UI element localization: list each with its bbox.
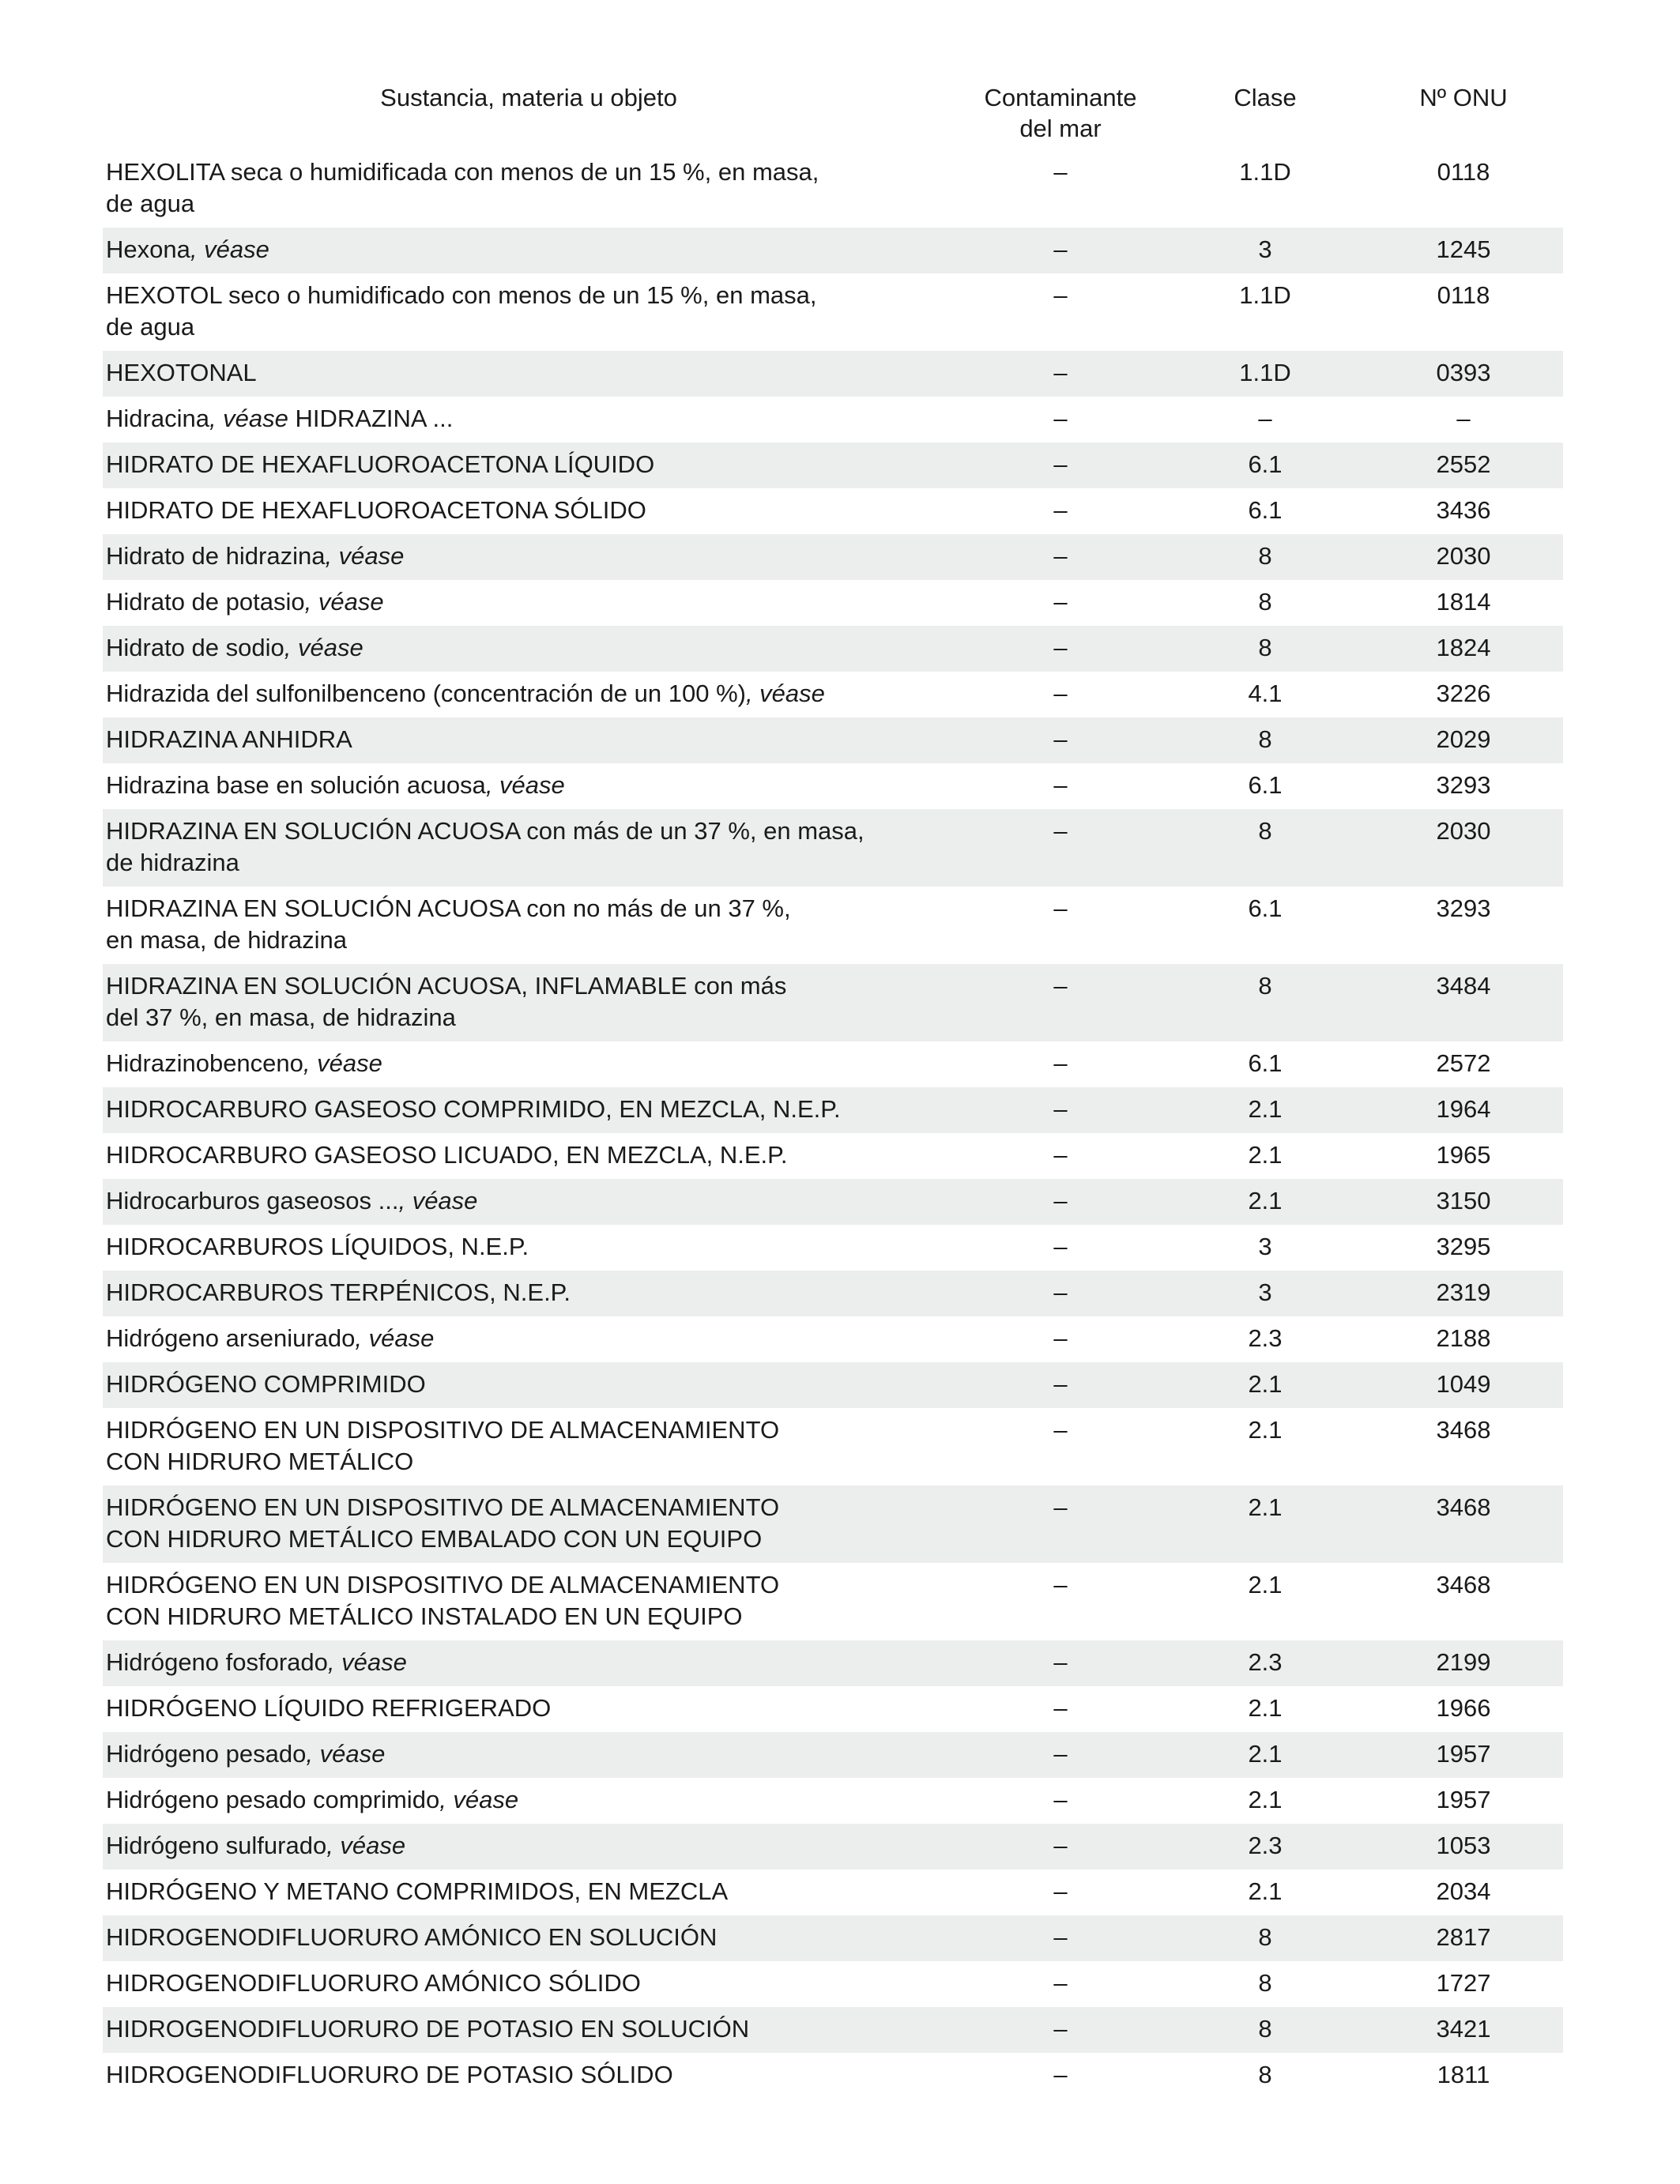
table-row bbox=[103, 397, 1563, 442]
substance-cell bbox=[103, 2007, 955, 2053]
marine-pollutant-cell: – bbox=[955, 228, 1166, 273]
substance-name: Hidracina bbox=[106, 405, 209, 432]
marine-pollutant-cell: – bbox=[1053, 1786, 1068, 1813]
substance-cell bbox=[103, 626, 955, 672]
substance-name: HEXOLITA seca o humidificada con menos de un 15 %, en masa, de agua bbox=[106, 158, 819, 217]
see-reference: , véase bbox=[325, 542, 405, 570]
class-cell: 1.1D bbox=[1239, 158, 1291, 186]
substance-cell bbox=[103, 1870, 955, 1915]
marine-pollutant-cell: – bbox=[955, 1640, 1166, 1686]
substance-name: HIDROCARBURO GASEOSO LICUADO, EN MEZCLA, N.E.P. bbox=[106, 1141, 788, 1169]
table-row bbox=[103, 1087, 1563, 1133]
un-number-cell: 0393 bbox=[1364, 351, 1563, 397]
un-number-cell: 2199 bbox=[1364, 1640, 1563, 1686]
class-cell: 8 bbox=[1166, 717, 1364, 763]
table-row bbox=[103, 150, 1563, 228]
substance-cell bbox=[103, 150, 955, 228]
substance-name: Hidrocarburos gaseosos ... bbox=[106, 1187, 399, 1214]
substance-name: Hidrógeno fosforado bbox=[106, 1648, 328, 1676]
marine-pollutant-cell: – bbox=[1053, 281, 1068, 309]
see-reference: , véase bbox=[485, 771, 565, 799]
dangerous-goods-table bbox=[103, 79, 1563, 2099]
see-reference: , véase bbox=[306, 1740, 386, 1768]
table-row bbox=[103, 1041, 1563, 1087]
table-row bbox=[103, 1961, 1563, 2007]
marine-pollutant-cell: – bbox=[1053, 496, 1068, 524]
substance-cell bbox=[103, 763, 955, 809]
class-cell: 6.1 bbox=[1248, 894, 1283, 922]
class-cell: 2.1 bbox=[1248, 1571, 1283, 1598]
marine-pollutant-cell: – bbox=[955, 534, 1166, 580]
substance-cell bbox=[103, 273, 955, 351]
marine-pollutant-cell: – bbox=[1053, 1416, 1068, 1444]
substance-name: HEXOTOL seco o humidificado con menos de un 15 %, en masa, de agua bbox=[106, 281, 817, 341]
substance-name: Hidrazinobenceno bbox=[106, 1049, 303, 1077]
substance-cell bbox=[103, 397, 955, 442]
class-cell: 2.1 bbox=[1166, 1485, 1364, 1563]
marine-pollutant-cell: – bbox=[955, 1732, 1166, 1778]
class-cell: 2.1 bbox=[1166, 1732, 1364, 1778]
un-number-cell: 0118 bbox=[1437, 158, 1490, 186]
un-number-cell: 3293 bbox=[1436, 771, 1491, 799]
un-number-cell: 1049 bbox=[1364, 1362, 1563, 1408]
table-row bbox=[103, 626, 1563, 672]
see-target: HIDRAZINA ... bbox=[288, 405, 454, 432]
marine-pollutant-cell: – bbox=[1053, 2061, 1068, 2088]
un-number-cell: 2817 bbox=[1364, 1915, 1563, 1961]
substance-cell bbox=[103, 1087, 955, 1133]
substance-name: HIDRÓGENO EN UN DISPOSITIVO DE ALMACENAMIENTO CON HIDRURO METÁLICO EMBALADO CON UN EQUIPO bbox=[106, 1493, 780, 1553]
substance-cell bbox=[103, 1179, 955, 1225]
substance-name: Hidrógeno sulfurado bbox=[106, 1832, 327, 1859]
class-cell: 2.3 bbox=[1166, 1640, 1364, 1686]
un-number-cell: 1965 bbox=[1436, 1141, 1491, 1169]
marine-pollutant-cell: – bbox=[955, 1362, 1166, 1408]
substance-cell bbox=[103, 1362, 955, 1408]
class-cell: 8 bbox=[1166, 626, 1364, 672]
substance-name: Hidrógeno pesado bbox=[106, 1740, 307, 1768]
class-cell: 3 bbox=[1166, 1271, 1364, 1316]
marine-pollutant-cell: – bbox=[1053, 1694, 1068, 1722]
table-row bbox=[103, 1408, 1563, 1485]
un-number-cell: 1245 bbox=[1364, 228, 1563, 273]
substance-name: Hidrato de sodio bbox=[106, 634, 284, 661]
substance-cell bbox=[103, 1225, 955, 1271]
substance-cell bbox=[103, 1915, 955, 1961]
marine-pollutant-cell: – bbox=[1053, 894, 1068, 922]
un-number-cell: 3293 bbox=[1436, 894, 1491, 922]
class-cell: 6.1 bbox=[1166, 442, 1364, 488]
un-number-cell: 2188 bbox=[1436, 1324, 1491, 1352]
marine-pollutant-cell: – bbox=[955, 1087, 1166, 1133]
un-number-cell: 3436 bbox=[1436, 496, 1491, 524]
substance-cell bbox=[103, 1961, 955, 2007]
marine-pollutant-cell: – bbox=[1053, 1877, 1068, 1905]
substance-name: HIDROCARBURO GASEOSO COMPRIMIDO, EN MEZCLA, N.E.P. bbox=[106, 1095, 841, 1123]
table-header bbox=[103, 79, 1563, 150]
header-marine-pollutant: Contaminante del mar bbox=[984, 84, 1137, 142]
table-row bbox=[103, 1485, 1563, 1563]
see-reference: , véase bbox=[398, 1187, 478, 1214]
class-cell: 3 bbox=[1258, 1233, 1272, 1260]
class-cell: 4.1 bbox=[1248, 680, 1283, 707]
un-number-cell: 3468 bbox=[1364, 1485, 1563, 1563]
table-row bbox=[103, 1870, 1563, 1915]
un-number-cell: 1824 bbox=[1364, 626, 1563, 672]
table-row bbox=[103, 1824, 1563, 1870]
class-cell: 3 bbox=[1166, 228, 1364, 273]
marine-pollutant-cell: – bbox=[955, 2007, 1166, 2053]
table-row bbox=[103, 1640, 1563, 1686]
see-reference: , véase bbox=[303, 1049, 382, 1077]
table-row bbox=[103, 763, 1563, 809]
class-cell: 8 bbox=[1166, 1915, 1364, 1961]
substance-cell bbox=[103, 228, 955, 273]
class-cell: 1.1D bbox=[1239, 281, 1291, 309]
table-body bbox=[103, 150, 1563, 2099]
class-cell: 6.1 bbox=[1248, 1049, 1283, 1077]
marine-pollutant-cell: – bbox=[955, 809, 1166, 887]
class-cell: 2.1 bbox=[1248, 1141, 1283, 1169]
table-row bbox=[103, 887, 1563, 964]
class-cell: 2.1 bbox=[1248, 1694, 1283, 1722]
marine-pollutant-cell: – bbox=[1053, 588, 1068, 616]
class-cell: 8 bbox=[1258, 2061, 1272, 2088]
marine-pollutant-cell: – bbox=[1053, 680, 1068, 707]
substance-name: Hidrato de potasio bbox=[106, 588, 305, 616]
class-cell: 8 bbox=[1258, 1969, 1272, 1997]
marine-pollutant-cell: – bbox=[955, 1485, 1166, 1563]
substance-name: HIDROGENODIFLUORURO DE POTASIO EN SOLUCIÓN bbox=[106, 2015, 750, 2043]
class-cell: 2.1 bbox=[1248, 1416, 1283, 1444]
table-row bbox=[103, 2053, 1563, 2099]
un-number-cell: 1957 bbox=[1364, 1732, 1563, 1778]
substance-cell bbox=[103, 1824, 955, 1870]
table-row bbox=[103, 1362, 1563, 1408]
table-row bbox=[103, 1316, 1563, 1362]
header-un-number: Nº ONU bbox=[1419, 84, 1508, 111]
un-number-cell: 1814 bbox=[1436, 588, 1491, 616]
substance-name: HIDRÓGENO LÍQUIDO REFRIGERADO bbox=[106, 1694, 552, 1722]
class-cell: 6.1 bbox=[1248, 771, 1283, 799]
marine-pollutant-cell: – bbox=[1053, 1233, 1068, 1260]
substance-cell bbox=[103, 1133, 955, 1179]
substance-cell bbox=[103, 1041, 955, 1087]
table-row bbox=[103, 1133, 1563, 1179]
substance-name: HIDRATO DE HEXAFLUOROACETONA SÓLIDO bbox=[106, 496, 646, 524]
marine-pollutant-cell: – bbox=[955, 1179, 1166, 1225]
class-cell: 2.1 bbox=[1248, 1877, 1283, 1905]
see-reference: , véase bbox=[745, 680, 825, 707]
substance-name: Hidrato de hidrazina bbox=[106, 542, 326, 570]
marine-pollutant-cell: – bbox=[955, 626, 1166, 672]
un-number-cell: 0118 bbox=[1437, 281, 1490, 309]
substance-name: HIDRAZINA ANHIDRA bbox=[106, 725, 352, 753]
class-cell: 8 bbox=[1166, 534, 1364, 580]
substance-name: HIDRÓGENO EN UN DISPOSITIVO DE ALMACENAMIENTO CON HIDRURO METÁLICO INSTALADO EN UN EQUIPO bbox=[106, 1571, 780, 1630]
marine-pollutant-cell: – bbox=[955, 964, 1166, 1041]
marine-pollutant-cell: – bbox=[1053, 1571, 1068, 1598]
table-row bbox=[103, 351, 1563, 397]
un-number-cell: 2030 bbox=[1364, 809, 1563, 887]
table-row bbox=[103, 273, 1563, 351]
un-number-cell: 2552 bbox=[1364, 442, 1563, 488]
substance-name: HIDROGENODIFLUORURO DE POTASIO SÓLIDO bbox=[106, 2061, 673, 2088]
marine-pollutant-cell: – bbox=[1053, 1049, 1068, 1077]
substance-cell bbox=[103, 534, 955, 580]
substance-name: Hidrazida del sulfonilbenceno (concentración de un 100 %) bbox=[106, 680, 746, 707]
substance-cell bbox=[103, 672, 955, 717]
class-cell: 2.1 bbox=[1166, 1179, 1364, 1225]
substance-cell bbox=[103, 1408, 955, 1485]
marine-pollutant-cell: – bbox=[955, 1824, 1166, 1870]
table-row bbox=[103, 2007, 1563, 2053]
table-row bbox=[103, 717, 1563, 763]
class-cell: 8 bbox=[1258, 588, 1272, 616]
un-number-cell: 1957 bbox=[1436, 1786, 1491, 1813]
un-number-cell: 1727 bbox=[1436, 1969, 1491, 1997]
un-number-cell: – bbox=[1456, 405, 1471, 432]
substance-name: Hexona bbox=[106, 235, 190, 263]
substance-cell bbox=[103, 964, 955, 1041]
un-number-cell: 2029 bbox=[1364, 717, 1563, 763]
table-row bbox=[103, 442, 1563, 488]
see-reference: , véase bbox=[327, 1648, 407, 1676]
un-number-cell: 2319 bbox=[1364, 1271, 1563, 1316]
table-row bbox=[103, 1732, 1563, 1778]
substance-cell bbox=[103, 351, 955, 397]
substance-cell bbox=[103, 1271, 955, 1316]
class-cell: 2.1 bbox=[1248, 1786, 1283, 1813]
class-cell: 2.1 bbox=[1166, 1087, 1364, 1133]
marine-pollutant-cell: – bbox=[1053, 158, 1068, 186]
substance-cell bbox=[103, 1686, 955, 1732]
substance-cell bbox=[103, 1316, 955, 1362]
table-row bbox=[103, 1915, 1563, 1961]
marine-pollutant-cell: – bbox=[1053, 405, 1068, 432]
class-cell: 2.3 bbox=[1166, 1824, 1364, 1870]
substance-name: HIDROCARBUROS LÍQUIDOS, N.E.P. bbox=[106, 1233, 529, 1260]
class-cell: 2.3 bbox=[1248, 1324, 1283, 1352]
substance-name: HIDROCARBUROS TERPÉNICOS, N.E.P. bbox=[106, 1278, 571, 1306]
see-reference: , véase bbox=[439, 1786, 519, 1813]
table-row bbox=[103, 672, 1563, 717]
see-reference: , véase bbox=[326, 1832, 406, 1859]
see-reference: , véase bbox=[284, 634, 363, 661]
substance-name: HIDRATO DE HEXAFLUOROACETONA LÍQUIDO bbox=[106, 450, 655, 478]
un-number-cell: 3150 bbox=[1364, 1179, 1563, 1225]
marine-pollutant-cell: – bbox=[955, 1271, 1166, 1316]
substance-cell bbox=[103, 809, 955, 887]
class-cell: 8 bbox=[1166, 964, 1364, 1041]
un-number-cell: 1966 bbox=[1436, 1694, 1491, 1722]
header-row bbox=[103, 79, 1563, 150]
table-row bbox=[103, 228, 1563, 273]
substance-name: HIDRÓGENO EN UN DISPOSITIVO DE ALMACENAMIENTO CON HIDRURO METÁLICO bbox=[106, 1416, 780, 1475]
substance-cell bbox=[103, 488, 955, 534]
substance-cell bbox=[103, 887, 955, 964]
substance-cell bbox=[103, 1732, 955, 1778]
table-row bbox=[103, 1686, 1563, 1732]
marine-pollutant-cell: – bbox=[1053, 771, 1068, 799]
substance-name: HIDROGENODIFLUORURO AMÓNICO EN SOLUCIÓN bbox=[106, 1923, 718, 1951]
table-row bbox=[103, 534, 1563, 580]
table-row bbox=[103, 488, 1563, 534]
class-cell: 6.1 bbox=[1248, 496, 1283, 524]
marine-pollutant-cell: – bbox=[955, 442, 1166, 488]
marine-pollutant-cell: – bbox=[955, 1915, 1166, 1961]
table-row bbox=[103, 809, 1563, 887]
substance-cell bbox=[103, 442, 955, 488]
un-number-cell: 2034 bbox=[1436, 1877, 1491, 1905]
substance-cell bbox=[103, 2053, 955, 2099]
un-number-cell: 3468 bbox=[1436, 1571, 1491, 1598]
un-number-cell: 2572 bbox=[1436, 1049, 1491, 1077]
marine-pollutant-cell: – bbox=[955, 717, 1166, 763]
header-substance: Sustancia, materia u objeto bbox=[380, 84, 677, 111]
substance-name: Hidrógeno pesado comprimido bbox=[106, 1786, 440, 1813]
table-row bbox=[103, 580, 1563, 626]
header-class: Clase bbox=[1234, 84, 1297, 111]
table-row bbox=[103, 1271, 1563, 1316]
table-row bbox=[103, 1225, 1563, 1271]
substance-name: HIDRAZINA EN SOLUCIÓN ACUOSA, INFLAMABLE con más del 37 %, en masa, de hidrazina bbox=[106, 972, 787, 1031]
marine-pollutant-cell: – bbox=[1053, 1324, 1068, 1352]
un-number-cell: 3468 bbox=[1436, 1416, 1491, 1444]
see-reference: , véase bbox=[304, 588, 384, 616]
un-number-cell: 3295 bbox=[1436, 1233, 1491, 1260]
class-cell: – bbox=[1258, 405, 1272, 432]
substance-name: Hidrazina base en solución acuosa bbox=[106, 771, 486, 799]
see-reference: , véase bbox=[190, 235, 269, 263]
un-number-cell: 3484 bbox=[1364, 964, 1563, 1041]
class-cell: 1.1D bbox=[1166, 351, 1364, 397]
class-cell: 2.1 bbox=[1166, 1362, 1364, 1408]
class-cell: 8 bbox=[1166, 809, 1364, 887]
substance-cell bbox=[103, 1563, 955, 1640]
substance-name: Hidrógeno arseniurado bbox=[106, 1324, 356, 1352]
substance-cell bbox=[103, 717, 955, 763]
substance-cell bbox=[103, 1640, 955, 1686]
marine-pollutant-cell: – bbox=[1053, 1141, 1068, 1169]
un-number-cell: 3421 bbox=[1364, 2007, 1563, 2053]
substance-name: HIDROGENODIFLUORURO AMÓNICO SÓLIDO bbox=[106, 1969, 641, 1997]
substance-name: HIDRAZINA EN SOLUCIÓN ACUOSA con más de un 37 %, en masa, de hidrazina bbox=[106, 817, 864, 876]
see-reference: , véase bbox=[355, 1324, 435, 1352]
substance-name: HIDRÓGENO COMPRIMIDO bbox=[106, 1370, 426, 1398]
substance-cell bbox=[103, 1485, 955, 1563]
un-number-cell: 1964 bbox=[1364, 1087, 1563, 1133]
class-cell: 8 bbox=[1166, 2007, 1364, 2053]
marine-pollutant-cell: – bbox=[1053, 1969, 1068, 1997]
see-reference: , véase bbox=[209, 405, 288, 432]
substance-cell bbox=[103, 1778, 955, 1824]
un-number-cell: 2030 bbox=[1364, 534, 1563, 580]
un-number-cell: 1811 bbox=[1437, 2061, 1490, 2088]
table-row bbox=[103, 1778, 1563, 1824]
substance-cell bbox=[103, 580, 955, 626]
un-number-cell: 3226 bbox=[1436, 680, 1491, 707]
table-row bbox=[103, 1563, 1563, 1640]
table-row bbox=[103, 1179, 1563, 1225]
substance-name: HEXOTONAL bbox=[106, 359, 257, 386]
substance-name: HIDRAZINA EN SOLUCIÓN ACUOSA con no más de un 37 %, en masa, de hidrazina bbox=[106, 894, 791, 954]
substance-name: HIDRÓGENO Y METANO COMPRIMIDOS, EN MEZCLA bbox=[106, 1877, 729, 1905]
table-row bbox=[103, 964, 1563, 1041]
un-number-cell: 1053 bbox=[1364, 1824, 1563, 1870]
marine-pollutant-cell: – bbox=[955, 351, 1166, 397]
